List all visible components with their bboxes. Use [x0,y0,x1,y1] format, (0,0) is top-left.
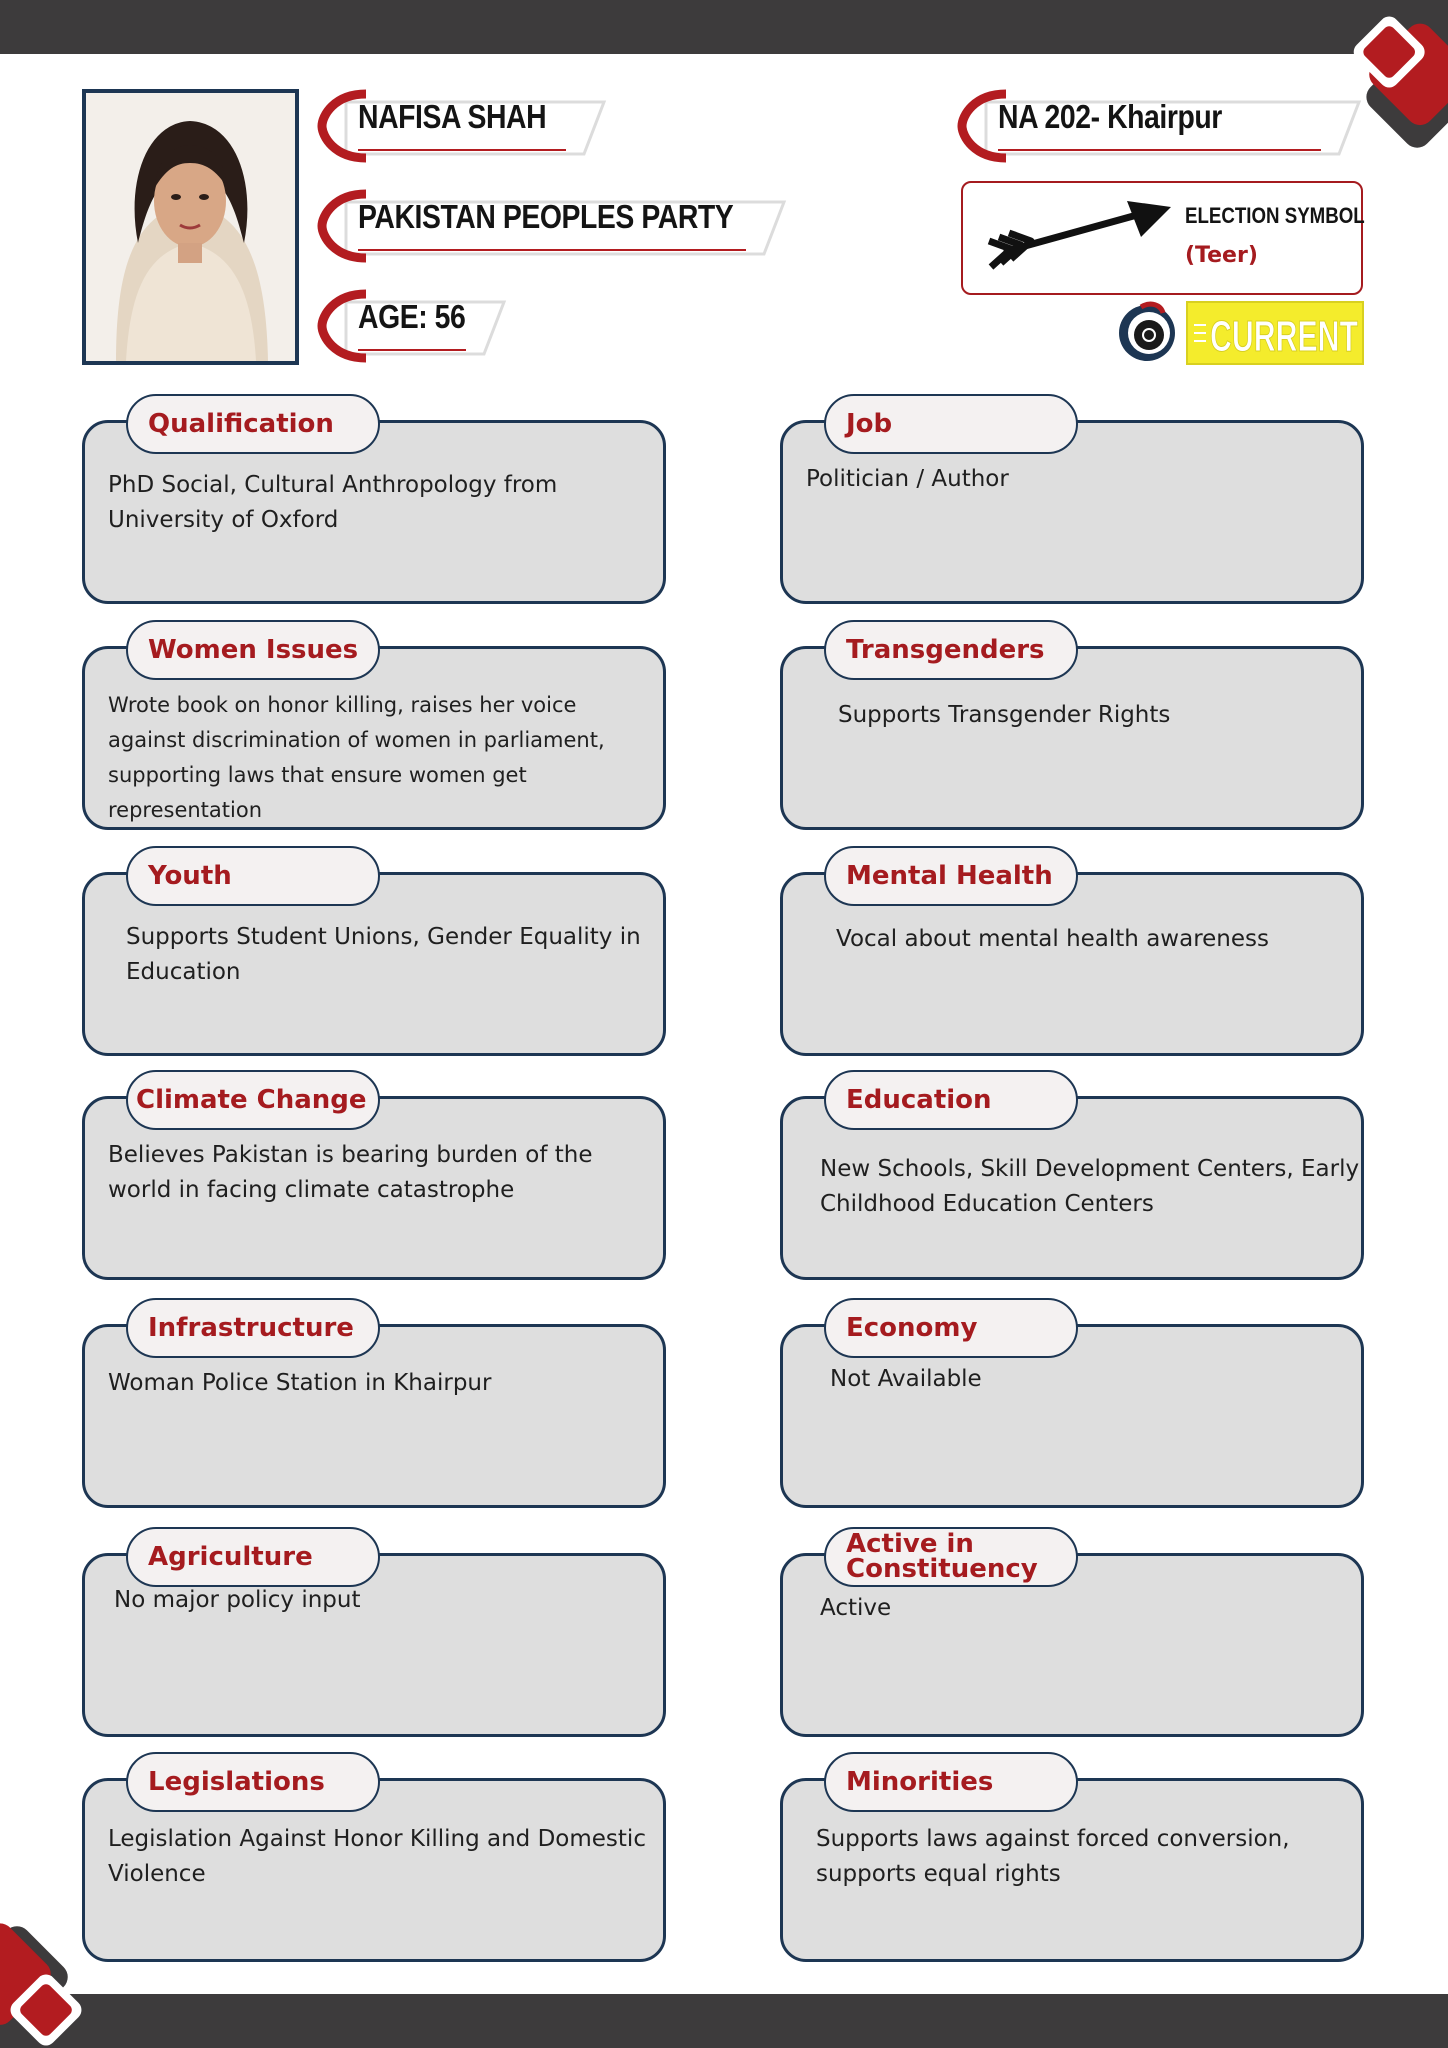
card-economy [780,1298,1364,1482]
card-title: Women Issues [148,635,359,665]
party-name-tag [316,184,786,268]
bottom-bar [0,1994,1448,2048]
card-qualification [82,394,666,578]
card-transgenders [780,620,1364,804]
current-logo [1186,301,1364,365]
card-text: Not Available [830,1366,982,1392]
card-active-in-constituency [780,1527,1364,1711]
candidate-photo [82,89,299,365]
card-agriculture [82,1527,666,1711]
card-text: No major policy input [114,1587,361,1613]
card-title: Economy [846,1313,978,1343]
card-text: Legislation Against Honor Killing and Domestic Violence [108,1826,646,1887]
card-title: Agriculture [148,1542,313,1572]
card-title: Legislations [148,1767,325,1797]
card-legislations [82,1752,666,1936]
card-title: Transgenders [846,635,1045,665]
card-title: Education [846,1085,992,1115]
candidate-name: NAFISA SHAH [358,98,547,135]
card-title: Job [846,409,893,439]
card-text: Active [820,1595,892,1621]
current-logo-text: CURRENT [1210,312,1359,361]
card-text: New Schools, Skill Development Centers, Early Childhood Education Centers [820,1156,1360,1217]
card-women-issues [82,620,666,822]
card-text: Believes Pakistan is bearing burden of the world in facing climate catastrophe [108,1142,593,1203]
card-mental-health [780,846,1364,1030]
card-text: Woman Police Station in Khairpur [108,1370,492,1396]
card-text: Supports laws against forced conversion, supports equal rights [816,1826,1290,1887]
card-text: Supports Student Unions, Gender Equality in Education [126,924,641,985]
card-title: Infrastructure [148,1313,354,1343]
party-name: PAKISTAN PEOPLES PARTY [358,198,734,235]
card-title: Youth [148,861,232,891]
card-youth [82,846,666,1030]
candidate-age: AGE: 56 [358,298,466,335]
card-minorities [780,1752,1364,1936]
emblem-logo [1117,301,1177,363]
top-bar [0,0,1448,54]
card-title: Climate Change [136,1085,367,1115]
card-title: Active in Constituency [846,1529,1038,1584]
card-text: Politician / Author [806,466,1009,492]
card-text: Wrote book on honor killing, raises her voice against discrimination of women in parliament, supporting laws that ensure women get representation [108,693,605,822]
age-tag [316,284,506,368]
constituency: NA 202- Khairpur [998,98,1222,135]
card-text: Vocal about mental health awareness [836,926,1269,952]
card-text: PhD Social, Cultural Anthropology from University of Oxford [108,472,558,533]
card-climate-change [82,1070,666,1254]
election-symbol-label: ELECTION SYMBOL [1185,203,1365,228]
card-title: Qualification [148,409,334,439]
card-job [780,394,1364,578]
constituency-tag [956,84,1361,168]
card-title: Minorities [846,1767,994,1797]
card-education [780,1070,1364,1254]
arrow-icon [977,197,1173,277]
card-title: Mental Health [846,861,1053,891]
card-infrastructure [82,1298,666,1482]
candidate-name-tag [316,84,606,168]
card-text: Supports Transgender Rights [838,702,1171,728]
election-symbol-box [961,181,1363,295]
election-symbol-name: (Teer) [1185,243,1258,268]
